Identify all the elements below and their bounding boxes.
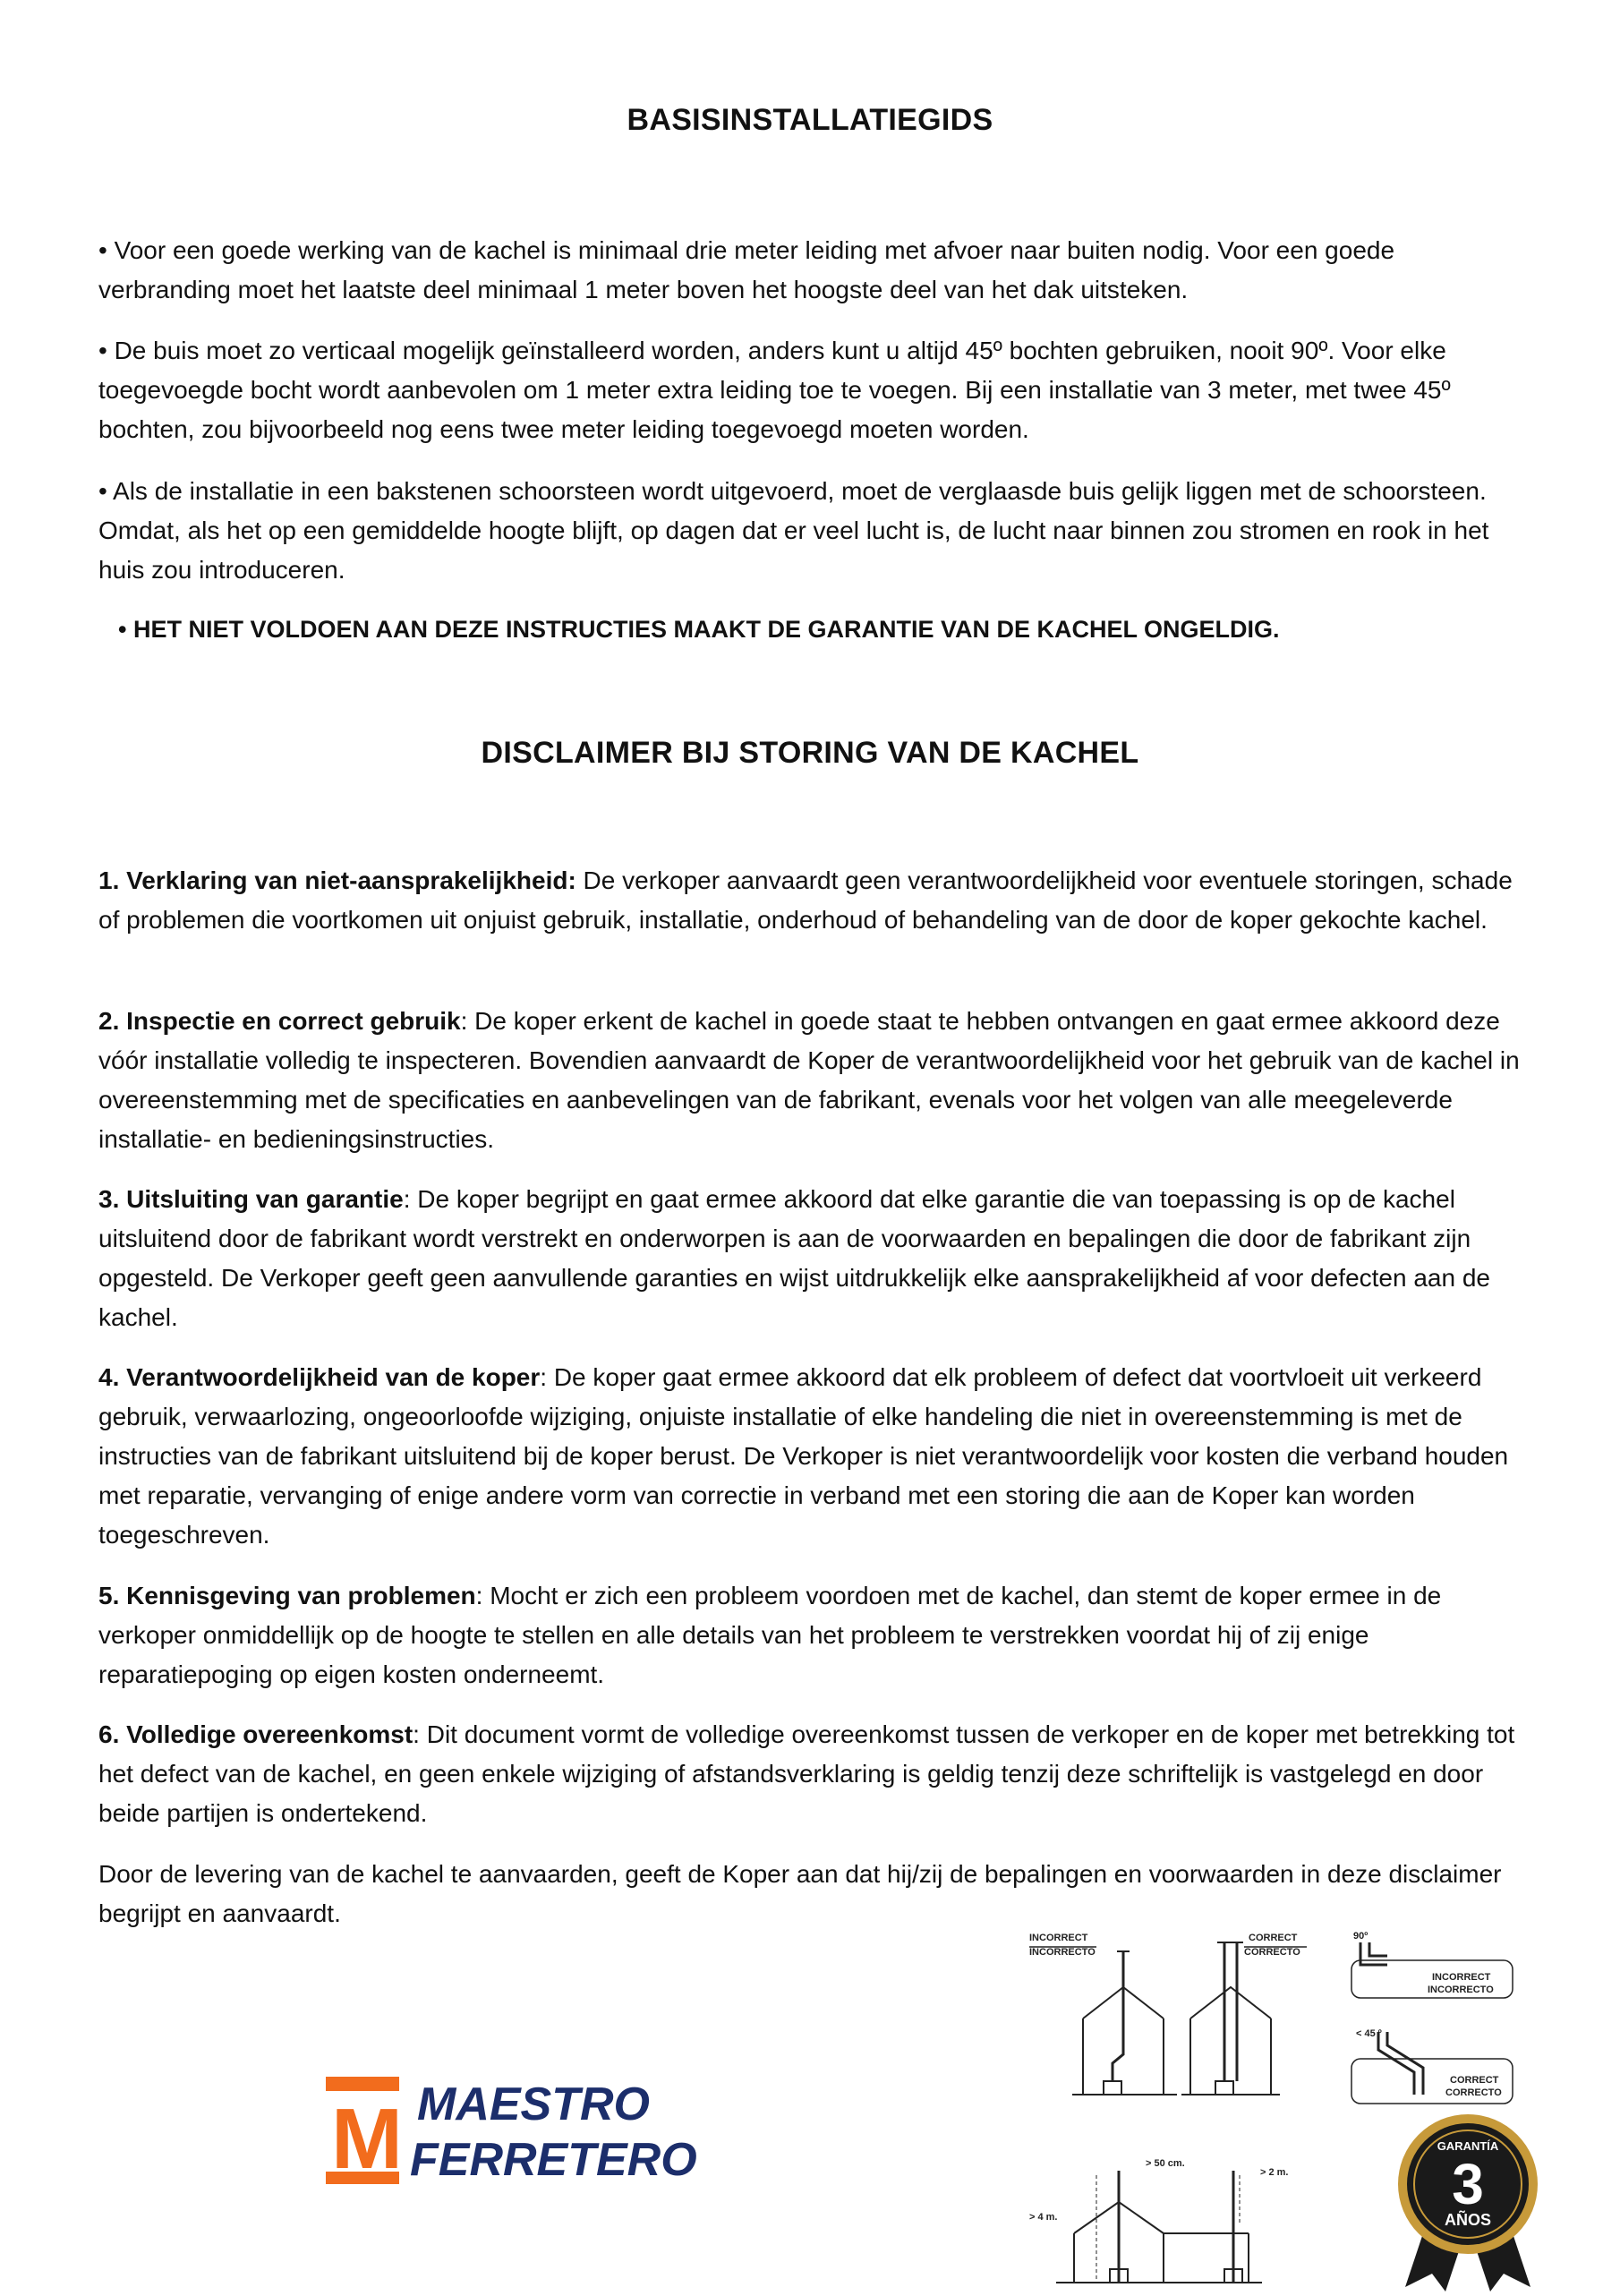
warranty-warning: • HET NIET VOLDOEN AAN DEZE INSTRUCTIES MAAKT DE GARANTIE VAN DE KACHEL ONGELDIG. [118, 616, 1280, 643]
disclaimer-item-heading: 2. Inspectie en correct gebruik [98, 1007, 461, 1035]
disclaimer-item-heading: 6. Volledige overeenkomst [98, 1720, 414, 1748]
logo-line-2: FERRETERO [410, 2134, 697, 2186]
install-paragraph-1: • Voor een goede werking van de kachel is minimaal drie meter leiding met afvoer naar buiten nodig. Voor een goede verbranding moet het laatste deel minimaal 1 meter boven het hoogste deel van het dak uitsteken. [98, 236, 1395, 303]
disclaimer-item-heading: 3. Uitsluiting van garantie [98, 1185, 404, 1213]
disclaimer-item-body: : De koper erkent de kachel in goede staat te hebben ontvangen en gaat ermee akkoord deze vóór installatie volledig te inspecteren. Bovendien aanvaardt de Koper de verantwoordelijkheid voor het gebruik van de kachel in overeenstemming met de specificaties en aanbevelingen van de fabrikant, evenals voor het volgen van alle meegeleverde installatie- en bedieningsinstructies. [98, 1007, 1520, 1153]
diagram-label-4m: > 4 m. [1029, 2212, 1058, 2223]
logo-graphic [324, 2068, 700, 2193]
install-paragraph-3: • Als de installatie in een bakstenen schoorsteen wordt uitgevoerd, moet de verglaasde buis gelijk liggen met de schoorsteen. Omdat, als het op een gemiddelde hoogte blijft, op dagen dat er veel lucht is, de lucht naar binnen zou stromen en rook in het huis zou introduceren. [98, 477, 1489, 584]
logo-mark: M [331, 2091, 403, 2187]
disclaimer-item-heading: 4. Verantwoordelijkheid van de koper [98, 1363, 541, 1391]
logo-line-1: MAESTRO [417, 2078, 650, 2130]
warranty-badge [1378, 2112, 1557, 2292]
disclaimer-item-body: : Dit document vormt de volledige overeenkomst tussen de verkoper en de koper met betrekking tot het defect van de kachel, en geen enkele wijziging of afstandsverklaring is geldig tenzij deze schriftelijk is vastgelegd en door beide partijen is ondertekend. [98, 1720, 1515, 1827]
diagram-label-45: < 45 º [1356, 2028, 1382, 2039]
install-paragraph-2: • De buis moet zo verticaal mogelijk geïnstalleerd worden, anders kunt u altijd 45º bochten gebruiken, nooit 90º. Voor elke toegevoegde bocht wordt aanbevolen om 1 meter extra leiding toe te voegen. Bij een installatie van 3 meter, met twee 45º bochten, zou bijvoorbeeld nog eens twee meter leiding toegevoegd moeten worden. [98, 337, 1451, 443]
disclaimer-item-6 [98, 1715, 1530, 1833]
disclaimer-item-heading: 5. Kennisgeving van problemen [98, 1582, 476, 1609]
disclaimer-item-5 [98, 1576, 1530, 1694]
maestro-ferretero-logo [324, 2068, 700, 2193]
disclaimer-item-body: : Mocht er zich een probleem voordoen met de kachel, dan stemt de koper ermee in de verkoper onmiddellijk op de hoogte te stellen en alle details van het probleem te verstrekken voordat hij of zij enige reparatiepoging op eigen kosten onderneemt. [98, 1582, 1442, 1688]
badge-bottom-text: AÑOS [1444, 2211, 1492, 2229]
install-title: BASISINSTALLATIEGIDS [627, 103, 993, 137]
disclaimer-item-body: De verkoper aanvaardt geen verantwoordelijkheid voor eventuele storingen, schade of problemen die voortkomen uit onjuist gebruik, installatie, onderhoud of behandeling van de door de koper gekochte kachel. [98, 866, 1513, 934]
diagram-label-2m: > 2 m. [1260, 2167, 1289, 2178]
disclaimer-item-1 [98, 861, 1530, 940]
disclaimer-item-4 [98, 1358, 1530, 1555]
disclaimer-title: DISCLAIMER BIJ STORING VAN DE KACHEL [481, 736, 1139, 770]
disclaimer-item-heading: 1. Verklaring van niet-aansprakelijkheid: [98, 866, 576, 894]
disclaimer-item-3 [98, 1180, 1530, 1337]
badge-number: 3 [1452, 2152, 1484, 2216]
diagram-label-incorrecto-elbow: INCORRECTO [1428, 1984, 1494, 1995]
disclaimer-item-body: : De koper begrijpt en gaat ermee akkoord dat elke garantie die van toepassing is op de kachel uitsluitend door de fabrikant wordt verstrekt en onderworpen is aan de voorwaarden en bepalingen die door de fabrikant zijn opgesteld. De Verkoper geeft geen aanvullende garanties en wijst uitdrukkelijk elke aansprakelijkheid af voor defecten aan de kachel. [98, 1185, 1490, 1331]
diagram-label-90: 90º [1353, 1931, 1368, 1942]
diagram-label-incorrect: INCORRECT [1029, 1933, 1088, 1943]
disclaimer-closing: Door de levering van de kachel te aanvaarden, geeft de Koper aan dat hij/zij de bepalingen en voorwaarden in deze disclaimer begrijpt en aanvaardt. [98, 1860, 1502, 1927]
disclaimer-item-2 [98, 1002, 1530, 1159]
warranty-badge-graphic [1378, 2112, 1557, 2292]
diagram-label-correct: CORRECT [1249, 1933, 1298, 1943]
diagram-label-correct-elbow: CORRECT [1450, 2075, 1499, 2086]
diagram-label-incorrect-elbow: INCORRECT [1432, 1972, 1491, 1983]
badge-top-text: GARANTÍA [1437, 2139, 1499, 2153]
diagram-label-correcto: CORRECTO [1244, 1947, 1300, 1958]
disclaimer-item-body: : De koper gaat ermee akkoord dat elk probleem of defect dat voortvloeit uit verkeerd gebruik, verwaarlozing, ongeoorloofde wijziging, onjuiste installatie of elke handeling die niet in overeenstemming is met de instructies van de fabrikant uitsluitend bij de koper berust. De Verkoper is niet verantwoordelijk voor kosten die verband houden met reparatie, vervanging of enige andere vorm van correctie in verband met een storing die aan de Koper kan worden toegeschreven. [98, 1363, 1509, 1549]
diagram-label-incorrecto: INCORRECTO [1029, 1947, 1096, 1958]
diagram-label-correcto-elbow: CORRECTO [1445, 2087, 1502, 2098]
diagram-label-50cm: > 50 cm. [1146, 2158, 1185, 2169]
